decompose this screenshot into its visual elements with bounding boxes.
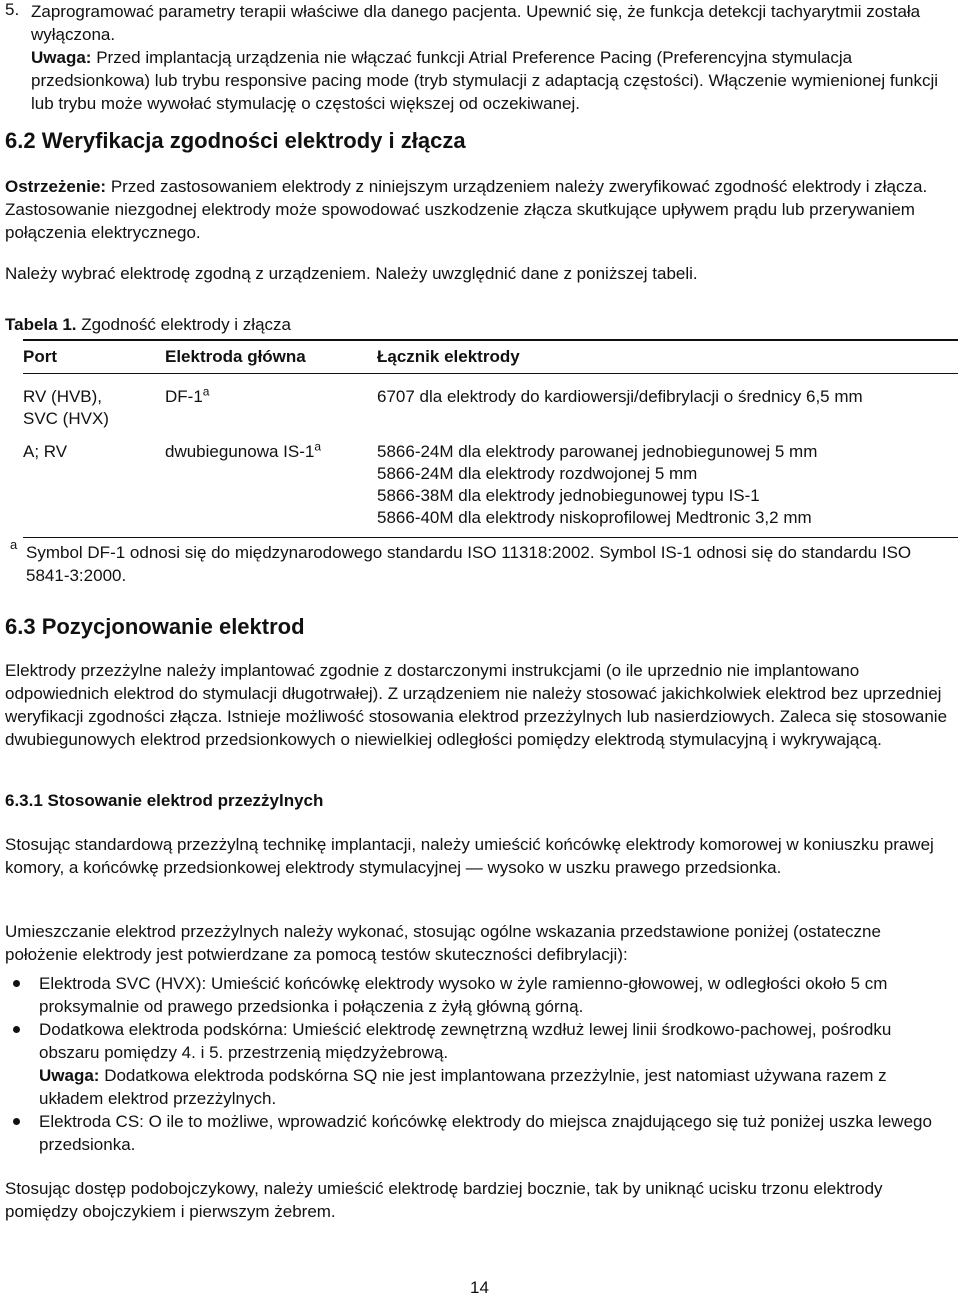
step-5-text: Zaprogramować parametry terapii właściwe dla danego pacjenta. Upewnić się, że funkcja detekcji tachyarytmii została wyłączona. [31, 2, 921, 44]
note-text: Dodatkowa elektroda podskórna SQ nie jest implantowana przezżylnie, jest natomiast używana razem z układem elektrod przezżylnych. [39, 1066, 887, 1108]
paragraph-text: Elektrody przezżylne należy implantować zgodnie z dostarczonymi instrukcjami (o ile uprzednio nie implantowano odpowiednich elektrod do stymulacji długotrwałej). Z urządzeniem nie należy stosować jakichkolwiek elektrod bez uprzedniej weryfikacji zgodności złącza. Istnieje możliwość stosowania elektrod przezżylnych lub nasierdziowych. Zaleca się stosowanie dwubiegunowych elektrod przedsionkowych o niewielkiej odległości pomiędzy elektrodą stymulacyjną i wykrywającą. [5, 661, 948, 749]
adapter-line: 5866-40M dla elektrody niskoprofilowej Medtronic 3,2 mm [377, 508, 812, 527]
transvenous-paragraph-2 [5, 920, 955, 966]
section-6-3-1-heading: 6.3.1 Stosowanie elektrod przezżylnych [5, 791, 324, 810]
lead-placement-list [5, 972, 955, 1156]
port-line: SVC (HVX) [23, 409, 109, 428]
table-cell-port [23, 374, 165, 431]
compatibility-table [23, 339, 958, 538]
list-item-text: Dodatkowa elektroda podskórna: Umieścić elektrodę zewnętrzną wzdłuż lewej linii środkowo-pachowej, pośrodku obszaru pomiędzy 4. i 5. przestrzenią międzyżebrową. [39, 1020, 892, 1062]
section-6-2-heading: 6.2 Weryfikacja zgodności elektrody i złącza [5, 128, 466, 153]
warning-label: Ostrzeżenie: [5, 177, 107, 196]
table-cell-main-lead [165, 374, 377, 431]
step-number: 5. [5, 0, 20, 19]
footnote-ref: a [314, 439, 322, 454]
list-item [5, 972, 955, 1018]
footnote-ref: a [202, 384, 210, 399]
table-cell-port [23, 430, 165, 538]
adapter-line: 6707 dla elektrody do kardiowersji/defibrylacji o średnicy 6,5 mm [377, 387, 863, 406]
footnote-text: Symbol DF-1 odnosi się do międzynarodowego standardu ISO 11318:2002. Symbol IS-1 odnosi się do standardu ISO 5841-3:2000. [26, 543, 912, 585]
list-item [5, 1110, 955, 1156]
paragraph-text: Stosując standardową przezżylną technikę implantacji, należy umieścić końcówkę elektrody komorowej w koniuszku prawej komory, a końcówkę przedsionkowej elektrody stymulacyjnej — wysoko w uszku prawego przedsionka. [5, 835, 934, 877]
table-title: Zgodność elektrody i złącza [76, 315, 291, 334]
column-header-main-lead: Elektroda główna [165, 340, 377, 374]
subclavian-paragraph [5, 1177, 955, 1223]
table-row [23, 430, 958, 538]
adapter-line: 5866-38M dla elektrody jednobiegunowej typu IS-1 [377, 486, 760, 505]
paragraph-text: Stosując dostęp podobojczykowy, należy umieścić elektrodę bardziej bocznie, tak by uniknąć ucisku trzonu elektrody pomiędzy obojczykiem i pierwszym żebrem. [5, 1179, 883, 1221]
main-lead-text: dwubiegunowa IS-1 [165, 442, 315, 461]
list-item-text: Elektroda CS: O ile to możliwe, wprowadzić końcówkę elektrody do miejsca znajdującego się tuż poniżej uszka lewego przedsionka. [39, 1112, 932, 1154]
table-footnote [5, 537, 945, 587]
port-line: RV (HVB), [23, 387, 103, 406]
table-label: Tabela 1. [5, 315, 77, 334]
footnote-mark: a [10, 537, 18, 552]
adapter-line: 5866-24M dla elektrody rozdwojonej 5 mm [377, 464, 698, 483]
table-row [23, 374, 958, 431]
warning-text: Przed zastosowaniem elektrody z niniejszym urządzeniem należy zweryfikować zgodność elektrody i złącza. Zastosowanie niezgodnej elektrody może spowodować uszkodzenie złącza skutkujące upływem prądu lub przerywaniem połączenia elektrycznego. [5, 177, 928, 242]
warning-paragraph [5, 175, 955, 244]
step-5 [5, 0, 955, 115]
transvenous-paragraph-1 [5, 833, 955, 879]
table-cell-main-lead [165, 430, 377, 538]
table-cell-adapter [377, 430, 958, 538]
note-text: Przed implantacją urządzenia nie włączać funkcji Atrial Preference Pacing (Preferencyjna stymulacja przedsionkowa) lub trybu responsive pacing mode (tryb stymulacji z adaptacją częstości). Włączenie wymienionej funkcji lub trybu może wywołać stymulację o częstości większej od oczekiwanej. [31, 48, 939, 113]
table-cell-adapter [377, 374, 958, 431]
table-header-row [23, 340, 958, 374]
paragraph-text: Umieszczanie elektrod przezżylnych należy wykonać, stosując ogólne wskazania przedstawione poniżej (ostateczne położenie elektrody jest potwierdzane za pomocą testów skuteczności defibrylacji): [5, 922, 881, 964]
page-number: 14 [470, 1278, 489, 1297]
table-caption [5, 313, 291, 336]
port-line: A; RV [23, 442, 68, 461]
leads-positioning-paragraph [5, 659, 955, 751]
column-header-adapter: Łącznik elektrody [377, 340, 958, 374]
adapter-line: 5866-24M dla elektrody parowanej jednobiegunowej 5 mm [377, 442, 818, 461]
section-6-3-heading: 6.3 Pozycjonowanie elektrod [5, 614, 305, 639]
compat-text: Należy wybrać elektrodę zgodną z urządzeniem. Należy uwzględnić dane z poniższej tabeli. [5, 264, 698, 283]
main-lead-text: DF-1 [165, 387, 203, 406]
list-item-text: Elektroda SVC (HVX): Umieścić końcówkę elektrody wysoko w żyle ramienno-głowowej, w odległości około 5 cm proksymalnie od prawego przedsionka i połączenia z żyłą główną górną. [39, 974, 888, 1016]
note-label: Uwaga: [39, 1066, 100, 1085]
compat-paragraph [5, 262, 955, 285]
note-label: Uwaga: [31, 48, 92, 67]
list-item [5, 1018, 955, 1110]
step-5-note [31, 46, 955, 115]
column-header-port: Port [23, 340, 165, 374]
